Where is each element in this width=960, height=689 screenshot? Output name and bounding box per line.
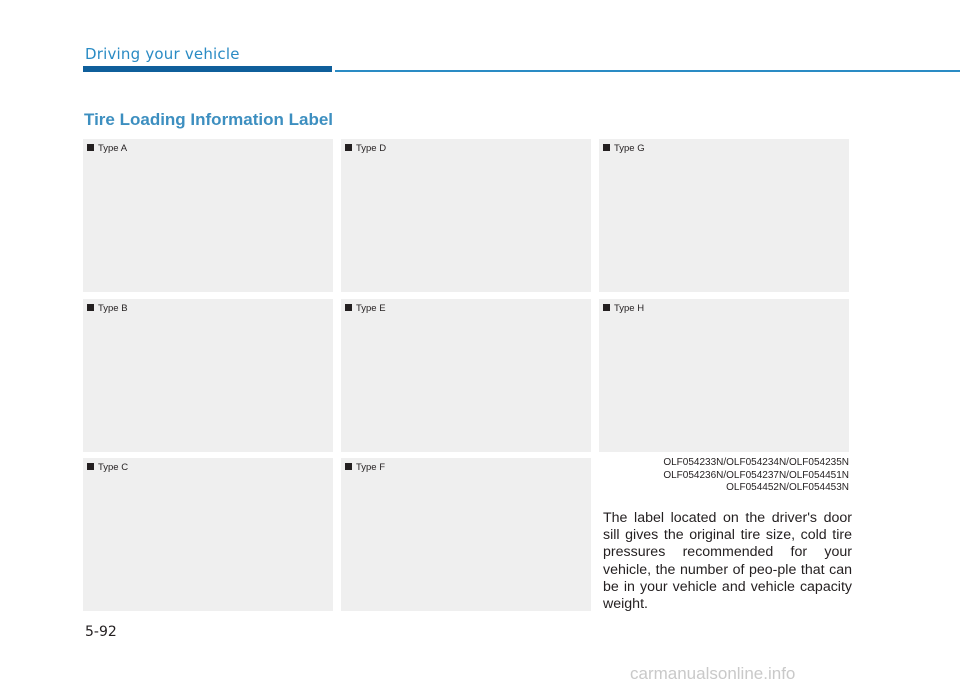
header-rule-thin — [335, 70, 960, 72]
image-code-line: OLF054452N/OLF054453N — [726, 482, 849, 493]
panel-label — [87, 303, 128, 314]
bullet-square-icon — [345, 463, 352, 470]
image-code-line: OLF054233N/OLF054234N/OLF054235N — [663, 457, 849, 468]
page-number: 5-92 — [85, 624, 117, 640]
panel-label — [345, 143, 386, 154]
label-image-type-d — [341, 139, 591, 292]
panel-label-text: Type E — [356, 303, 386, 314]
label-image-type-h — [599, 299, 849, 452]
bullet-square-icon — [87, 463, 94, 470]
panel-label — [87, 143, 127, 154]
panel-label-text: Type D — [356, 143, 387, 154]
panel-label — [87, 462, 128, 473]
label-image-type-b — [83, 299, 333, 452]
label-image-type-f — [341, 458, 591, 611]
label-image-type-c — [83, 458, 333, 611]
header-rule-thick — [83, 66, 332, 72]
bullet-square-icon — [87, 304, 94, 311]
page-title: Tire Loading Information Label — [84, 110, 334, 129]
panel-label-text: Type G — [614, 143, 645, 154]
label-image-type-e — [341, 299, 591, 452]
panel-label-text: Type A — [98, 143, 128, 154]
panel-label-text: Type C — [98, 462, 129, 473]
image-code-line: OLF054236N/OLF054237N/OLF054451N — [663, 469, 849, 481]
panel-label — [603, 143, 645, 154]
label-image-type-g — [599, 139, 849, 292]
image-code-list — [600, 457, 849, 495]
watermark: carmanualsonline.info — [630, 664, 796, 683]
panel-label-text: Type H — [614, 303, 645, 314]
panel-label — [345, 303, 386, 314]
body-paragraph: The label located on the driver's door sill gives the original tire size, cold tire pressures recommended for your vehicle, the number of peo-ple that can be in your vehicle and vehicle capacity weight. — [603, 510, 852, 613]
section-header: Driving your vehicle — [85, 45, 240, 63]
bullet-square-icon — [345, 304, 352, 311]
bullet-square-icon — [603, 144, 610, 151]
panel-label — [345, 462, 385, 473]
bullet-square-icon — [87, 144, 94, 151]
panel-label-text: Type F — [356, 462, 386, 473]
bullet-square-icon — [345, 144, 352, 151]
label-image-type-a — [83, 139, 333, 292]
panel-label-text: Type B — [98, 303, 128, 314]
panel-label — [603, 303, 644, 314]
bullet-square-icon — [603, 304, 610, 311]
